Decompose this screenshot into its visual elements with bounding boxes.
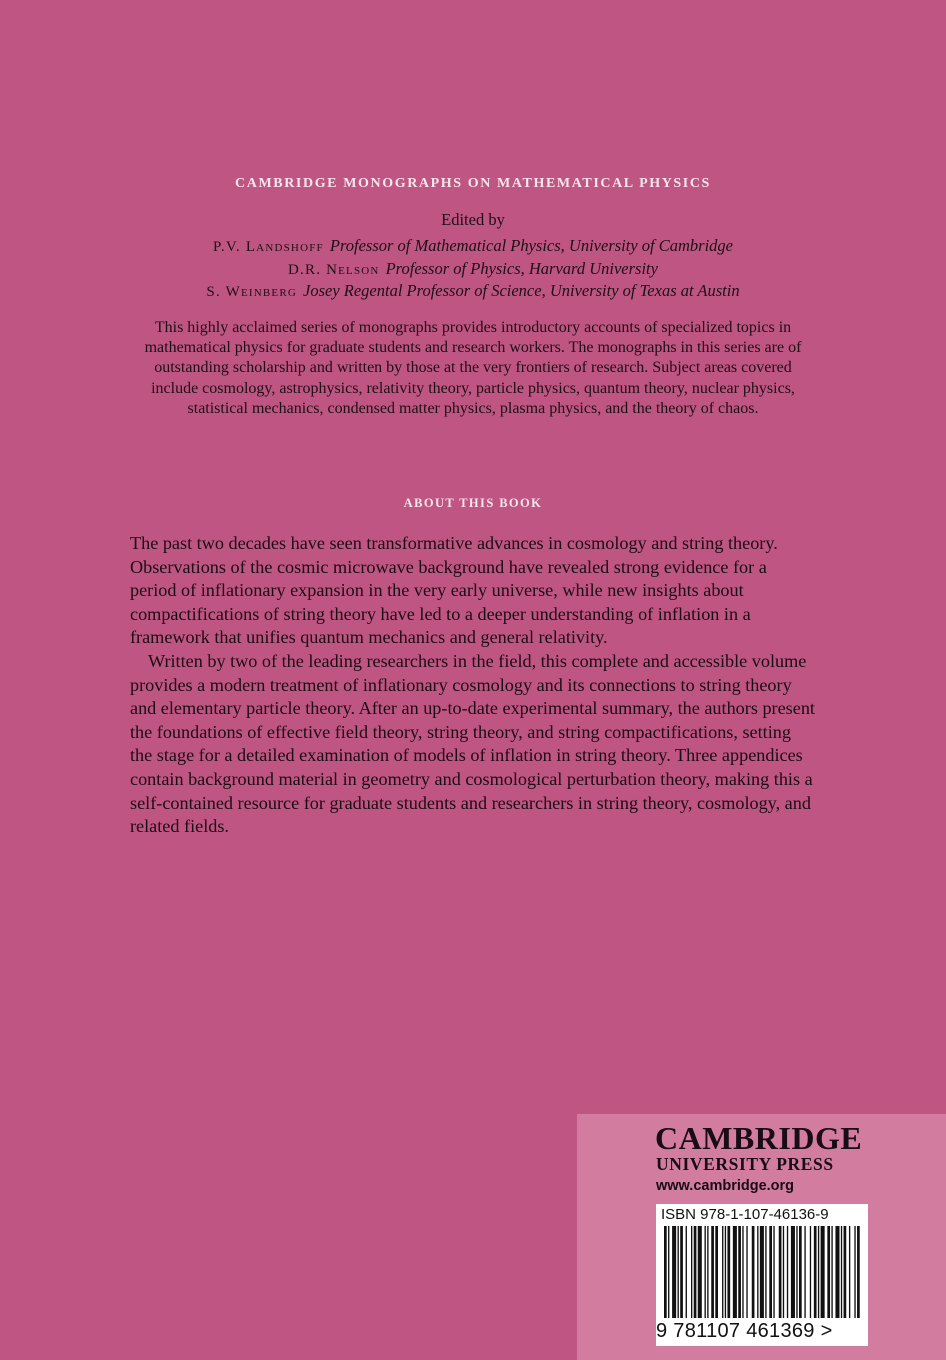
blurb-paragraph: Written by two of the leading researchers in the field, this complete and accessible volume provides a modern treatment of inflationary cosmology and its connections to string theory and elementary particle theory. After an up-to-date experimental summary, the authors present the foundations of effective field theory, string theory, and string compactifications, setting the stage for a detailed examination of models of inflation in string theory. Three appendices contain background material in geometry and cosmological perturbation theory, making this a self-contained resource for graduate students and researchers in string theory, cosmology, and related fields. [130, 650, 815, 837]
editor-name: S. Weinberg [206, 284, 298, 300]
about-heading: ABOUT THIS BOOK [403, 496, 543, 510]
editor-affiliation: Josey Regental Professor of Science, University of Texas at Austin [303, 281, 740, 300]
editor-affiliation: Professor of Physics, Harvard University [385, 259, 658, 278]
editor-name: D.R. Nelson [288, 262, 380, 278]
editor-line [0, 259, 946, 279]
publisher-name: CAMBRIDGE [655, 1120, 863, 1156]
editor-name: P.V. Landshoff [212, 239, 324, 255]
editor-affiliation: Professor of Mathematical Physics, University of Cambridge [329, 236, 733, 255]
book-blurb [130, 532, 816, 839]
barcode [656, 1204, 868, 1346]
barcode-digits: 9 781107 461369 > [656, 1320, 833, 1342]
series-description: This highly acclaimed series of monographs provides introductory accounts of specialized topics in mathematical physics for graduate students and research workers. The monographs in this series are of outstanding scholarship and written by those at the very frontiers of research. Subject areas covered include cosmology, astrophysics, relativity theory, particle physics, quantum theory, nuclear physics, statistical mechanics, condensed matter physics, plasma physics, and the theory of chaos. [144, 319, 802, 417]
edited-by: Edited by [441, 210, 505, 229]
isbn-label: ISBN 978-1-107-46136-9 [661, 1206, 829, 1223]
publisher-panel [577, 1114, 946, 1360]
publisher-subname: UNIVERSITY PRESS [656, 1154, 834, 1174]
series-title: CAMBRIDGE MONOGRAPHS ON MATHEMATICAL PHYSICS [235, 176, 711, 191]
publisher-url: www.cambridge.org [656, 1178, 795, 1194]
barcode-bars-icon [656, 1226, 868, 1318]
editor-line [0, 281, 946, 301]
blurb-paragraph: The past two decades have seen transformative advances in cosmology and string theory. Observations of the cosmic microwave background have revealed strong evidence for a period of inflationary expansion in the very early universe, while new insights about compactifications of string theory have led to a deeper understanding of inflation in a framework that unifies quantum mechanics and general relativity. [130, 533, 778, 648]
editor-line [0, 236, 946, 256]
